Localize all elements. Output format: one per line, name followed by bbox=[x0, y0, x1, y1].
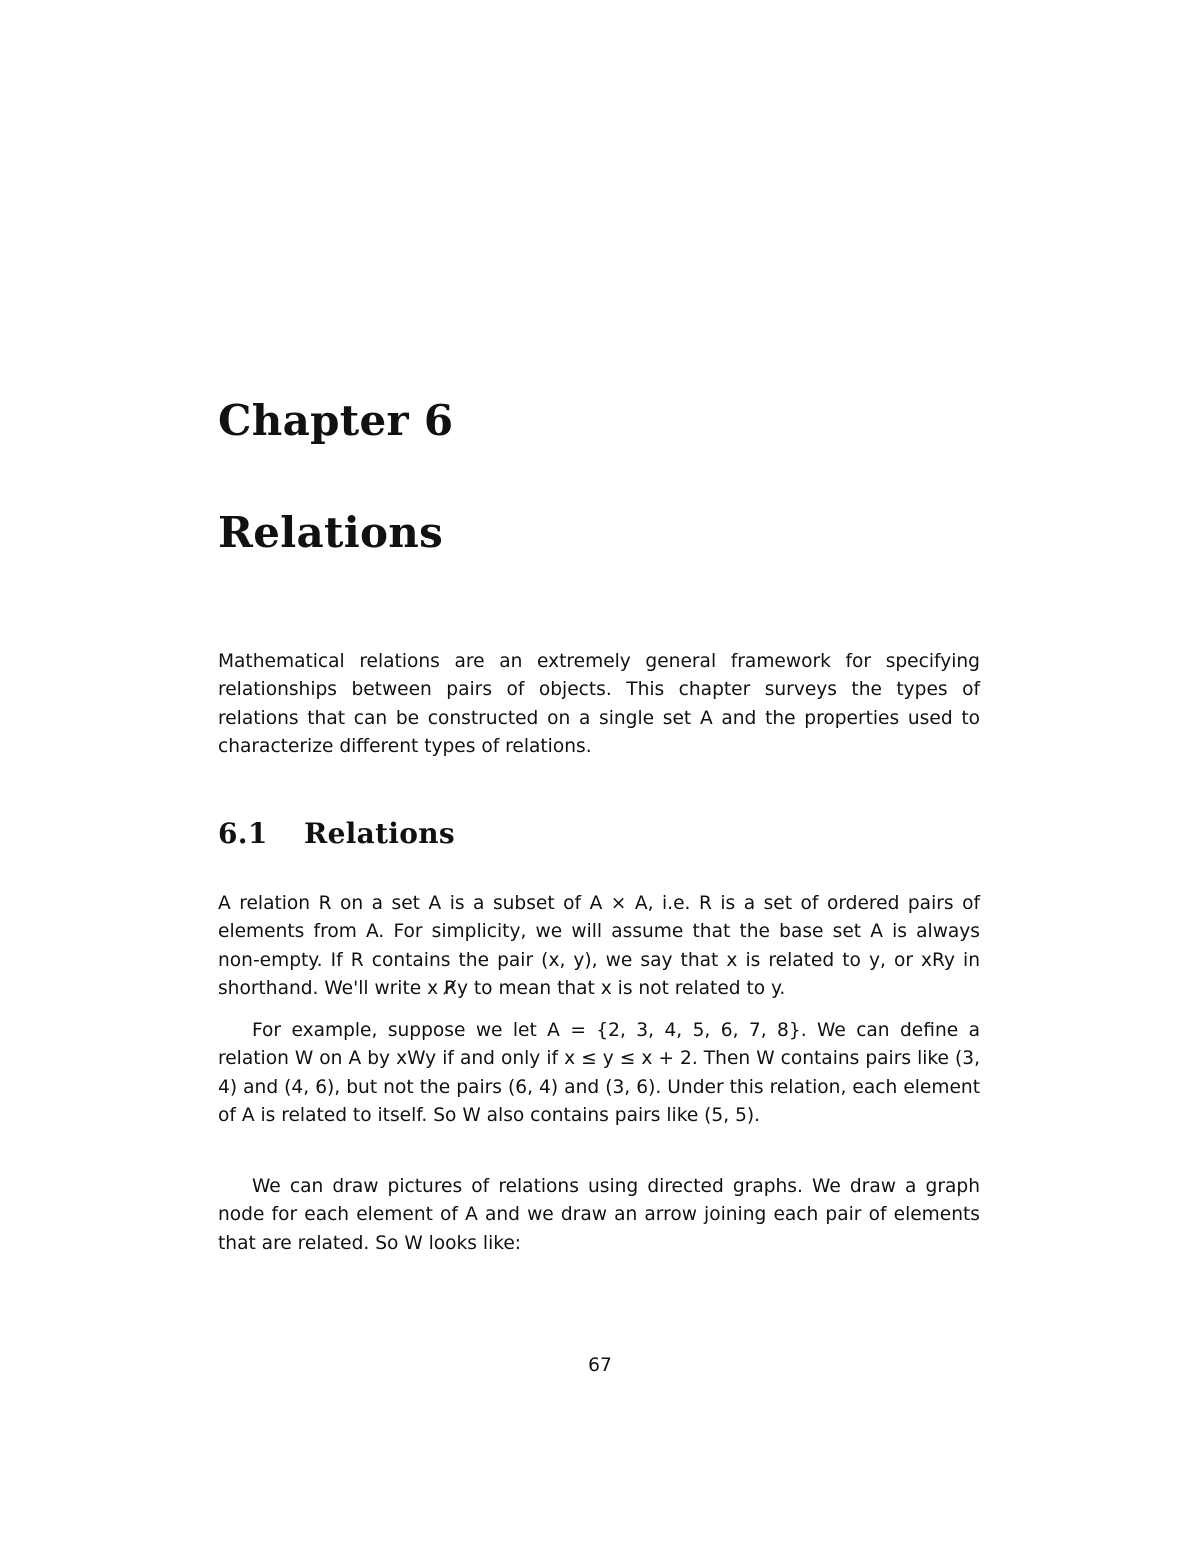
chapter-title: Relations bbox=[218, 508, 444, 557]
section-number: 6.1 bbox=[218, 817, 268, 850]
intro-paragraph: Mathematical relations are an extremely general framework for specifying relationships between pairs of objects. This chapter surveys the types of relations that can be constructed on a single set A and the properties used to characterize different types of relations. bbox=[218, 651, 980, 758]
section-title: Relations bbox=[304, 817, 455, 850]
section-heading bbox=[218, 812, 455, 856]
body-paragraph-definition: A relation R on a set A is a subset of A × A, i.e. R is a set of ordered pairs of elements from A. For simplicity, we will assume that the base set A is always non-empty. If R contains the pair (x, y), we say that x is related to y, or xRy in shorthand. We'll write x R̸y to mean that x is not related to y. bbox=[218, 893, 980, 1000]
body-paragraph-example: For example, suppose we let A = {2, 3, 4, 5, 6, 7, 8}. We can define a relation W on A by xWy if and only if x ≤ y ≤ x + 2. Then W contains pairs like (3, 4) and (4, 6), but not the pairs (6, 4) and (3, 6). Under this relation, each element of A is related to itself. So W also contains pairs like (5, 5). bbox=[218, 1020, 980, 1127]
chapter-label: Chapter 6 bbox=[218, 396, 454, 445]
page-number: 67 bbox=[588, 1355, 612, 1376]
body-paragraph-graphs: We can draw pictures of relations using directed graphs. We draw a graph node for each element of A and we draw an arrow joining each pair of elements that are related. So W looks like: bbox=[218, 1176, 980, 1254]
